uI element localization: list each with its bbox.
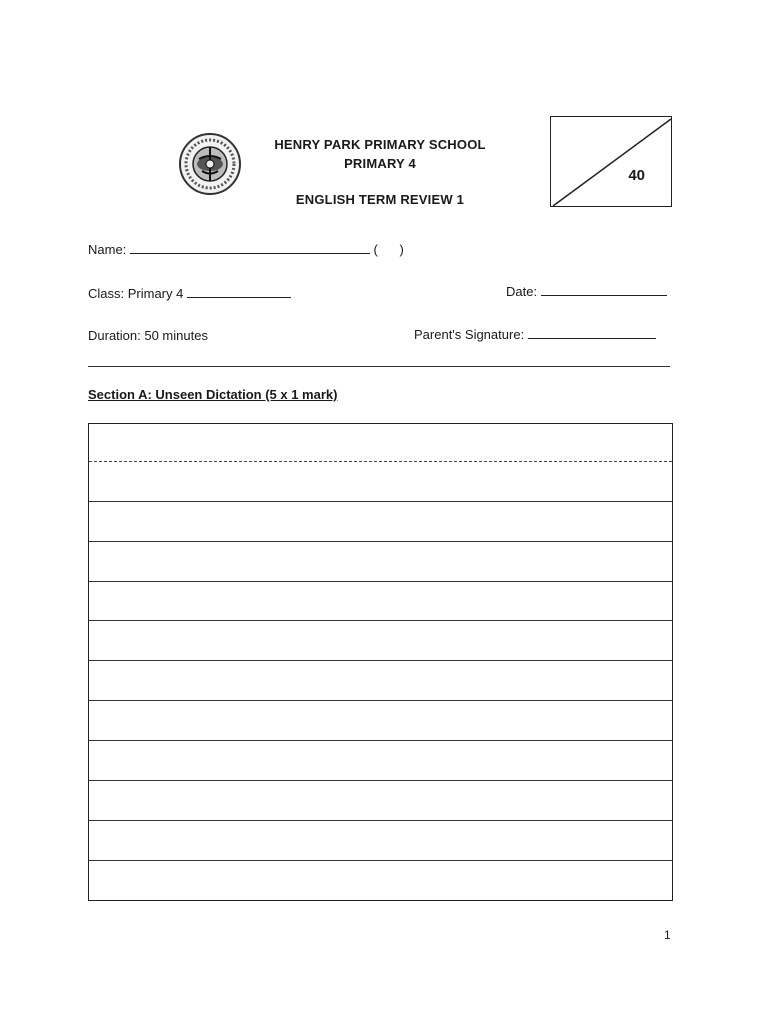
parent-signature-blank[interactable]	[528, 328, 656, 339]
name-blank[interactable]	[130, 243, 370, 254]
dictation-writing-area[interactable]	[88, 423, 673, 901]
writing-line	[89, 660, 672, 661]
writing-line	[89, 541, 672, 542]
class-label: Class: Primary 4	[88, 286, 184, 301]
page-number: 1	[664, 928, 671, 942]
class-field[interactable]	[88, 286, 291, 301]
duration-text: Duration: 50 minutes	[88, 328, 208, 343]
writing-line	[89, 860, 672, 861]
section-a-heading: Section A: Unseen Dictation (5 x 1 mark)	[88, 387, 338, 402]
date-blank[interactable]	[541, 285, 667, 296]
parent-signature-label: Parent's Signature:	[414, 327, 525, 342]
writing-line	[89, 820, 672, 821]
writing-line	[89, 581, 672, 582]
register-number-paren: ( )	[373, 242, 404, 257]
paper-title: ENGLISH TERM REVIEW 1	[295, 192, 465, 207]
score-diagonal	[551, 117, 673, 208]
name-field[interactable]	[88, 242, 404, 257]
school-name: HENRY PARK PRIMARY SCHOOL	[274, 137, 486, 152]
header-divider	[88, 366, 670, 367]
writing-line	[89, 740, 672, 741]
writing-line	[89, 620, 672, 621]
date-label: Date:	[506, 284, 538, 299]
date-field[interactable]	[506, 284, 667, 299]
writing-line	[89, 780, 672, 781]
writing-line	[89, 501, 672, 502]
total-marks: 40	[628, 167, 645, 184]
score-box	[550, 116, 672, 207]
writing-line	[89, 700, 672, 701]
writing-line	[89, 461, 672, 462]
name-label: Name:	[88, 242, 127, 257]
class-blank[interactable]	[187, 287, 291, 298]
school-crest-logo	[178, 131, 242, 197]
level-title: PRIMARY 4	[344, 156, 416, 171]
parent-signature-field[interactable]	[414, 327, 656, 342]
